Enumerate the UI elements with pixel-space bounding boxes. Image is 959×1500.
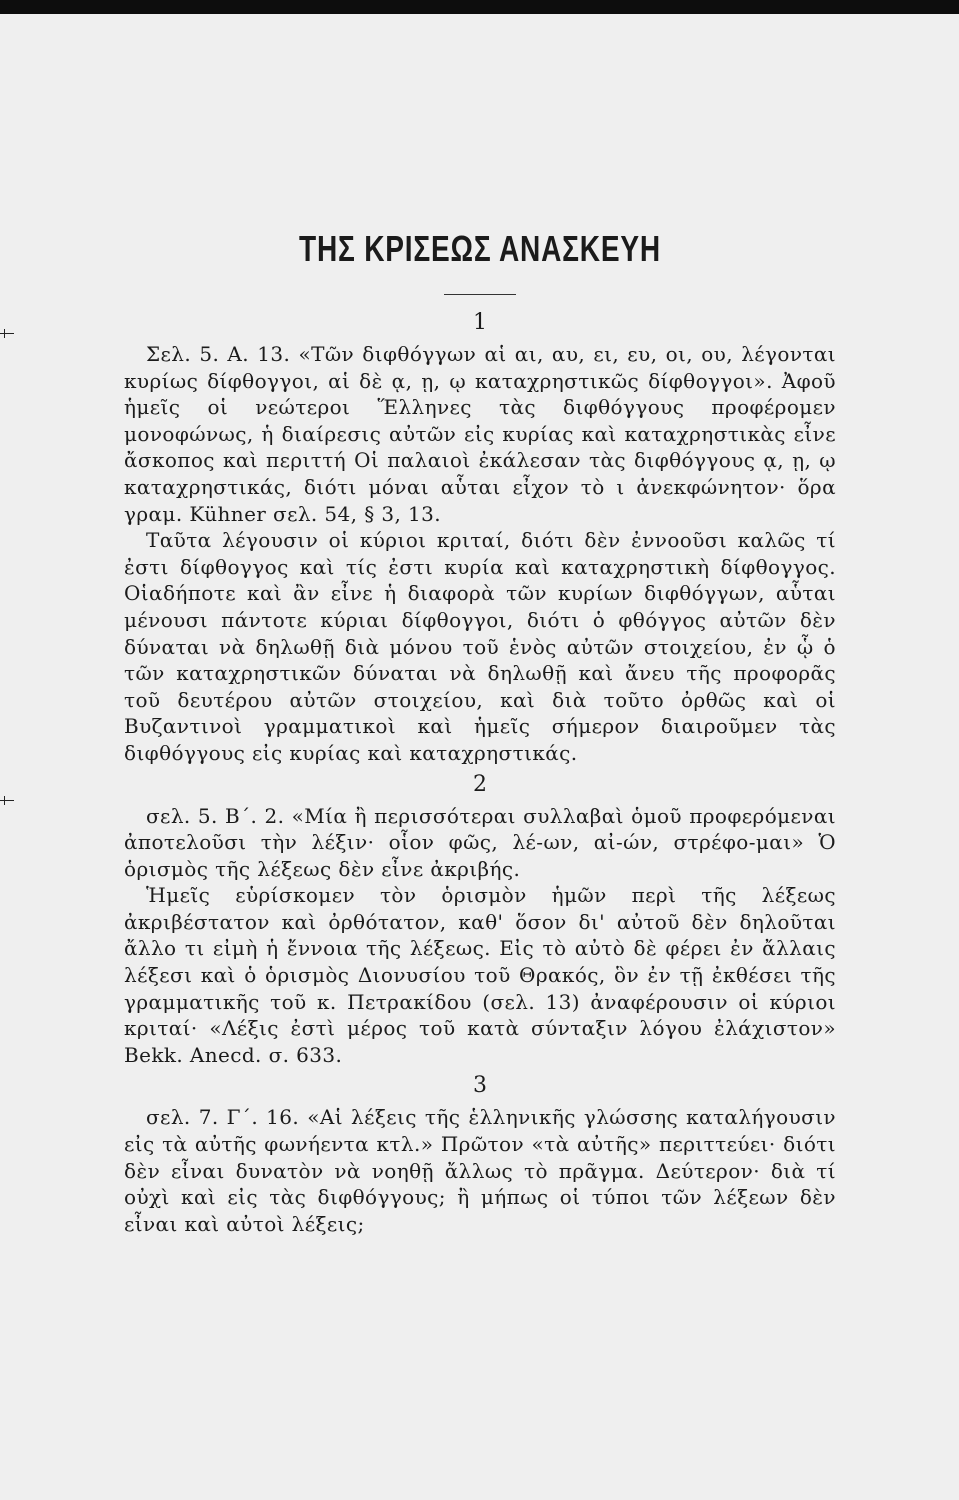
section bbox=[124, 767, 836, 1069]
paragraph: Σελ. 5. Α. 13. «Τῶν διφθόγγων αἱ αι, αυ, ει, ευ, οι, ου, λέγονται κυρίως δίφθογγοι, αἱ δὲ ᾳ, ῃ, ῳ καταχρηστικῶς δίφθογγοι». Ἀφοῦ ἡμεῖς οἱ νεώτεροι Ἕλληνες τὰς διφθόγγους προφέρομεν μονοφώνως, ἡ διαίρεσις αὐτῶν εἰς κυρίας καὶ καταχρηστικὰς εἶνε ἄσκοπος καὶ περιττή Οἱ παλαιοὶ ἐκάλεσαν τὰς διφθόγγους ᾳ, ῃ, ῳ καταχρηστικάς, διότι μόναι αὗται εἶχον τὸ ι ἀνεκφώνητον· ὅρα γραμ. Kühner σελ. 54, § 3, 13. bbox=[124, 342, 836, 526]
paragraph: Ταῦτα λέγουσιν οἱ κύριοι κριταί, διότι δὲν ἐννοοῦσι καλῶς τί ἐστι δίφθογγος καὶ τίς ἐστι κυρία καὶ καταχρηστικὴ δίφθογγος. Οἱαδήποτε καὶ ἂν εἶνε ἡ διαφορὰ τῶν κυρίων διφθόγγων, αὗται μένουσι πάντοτε κύριαι δίφθογγοι, διότι ὁ φθόγγος αὐτῶν δὲν δύναται νὰ δηλωθῇ διὰ μόνου τοῦ ἑνὸς αὐτῶν στοιχείου, ἐν ᾧ ὁ τῶν καταχρηστικῶν δύναται νὰ δηλωθῇ καὶ ἄνευ τῆς προφορᾶς τοῦ δευτέρου αὐτῶν στοιχείου, καὶ διὰ τοῦτο ὀρθῶς καὶ οἱ Βυζαντινοὶ γραμματικοὶ καὶ ἡμεῖς σήμερον διαιροῦμεν τὰς διφθόγγους εἰς κυρίας καὶ καταχρηστικάς. bbox=[124, 528, 836, 765]
paragraph: σελ. 7. Γ΄. 16. «Αἱ λέξεις τῆς ἑλληνικῆς γλώσσης καταλήγουσιν εἰς τὰ αὐτῆς φωνήεντα κτλ.» Πρῶτον «τὰ αὐτῆς» περιττεύει· διότι δὲν εἶναι δυνατὸν νὰ νοηθῇ ἄλλως τὸ πρᾶγμα. Δεύτερον· διὰ τί οὐχὶ καὶ εἰς τὰς διφθόγγους; ἢ μήπως οἱ τύποι τῶν λέξεων δὲν εἶναι καὶ αὐτοὶ λέξεις; bbox=[124, 1105, 836, 1236]
section bbox=[124, 1068, 836, 1237]
section-number: 1 bbox=[473, 310, 487, 335]
document-page bbox=[124, 224, 836, 1237]
scan-margin-mark bbox=[0, 333, 14, 334]
scan-top-border bbox=[0, 0, 959, 14]
page-title: ΤΗΣ ΚΡΙΣΕΩΣ ΑΝΑΣΚΕΥΗ bbox=[299, 228, 661, 269]
title-divider bbox=[444, 294, 516, 295]
paragraph: σελ. 5. Β΄. 2. «Μία ἢ περισσότεραι συλλαβαὶ ὁμοῦ προφερόμεναι ἀποτελοῦσι τὴν λέξιν· οἷον φῶς, λέ-ων, αἰ-ών, στρέφο-μαι» Ὁ ὁρισμὸς τῆς λέξεως δὲν εἶνε ἀκριβής. bbox=[124, 803, 836, 881]
paragraph: Ἡμεῖς εὑρίσκομεν τὸν ὁρισμὸν ἡμῶν περὶ τῆς λέξεως ἀκριβέστατον καὶ ὀρθότατον, καθ' ὅσον δι' αὐτοῦ δὲν δηλοῦται ἄλλο τι εἰμὴ ἡ ἔννοια τῆς λέξεως. Εἰς τὸ αὐτὸ δὲ φέρει ἐν ἄλλαις λέξεσι καὶ ὁ ὁρισμὸς Διονυσίου τοῦ Θρακός, ὃν ἐν τῇ ἐκθέσει τῆς γραμματικῆς τοῦ κ. Πετρακίδου (σελ. 13) ἀναφέρουσιν οἱ κύριοι κριταί· «Λέξις ἐστὶ μέρος τοῦ κατὰ σύνταξιν λόγου ἐλάχιστον» Bekk. Anecd. σ. 633. bbox=[124, 883, 836, 1067]
section bbox=[124, 305, 836, 767]
scan-margin-mark bbox=[0, 800, 14, 801]
section-number: 2 bbox=[473, 771, 487, 797]
section-number: 3 bbox=[473, 1073, 487, 1099]
